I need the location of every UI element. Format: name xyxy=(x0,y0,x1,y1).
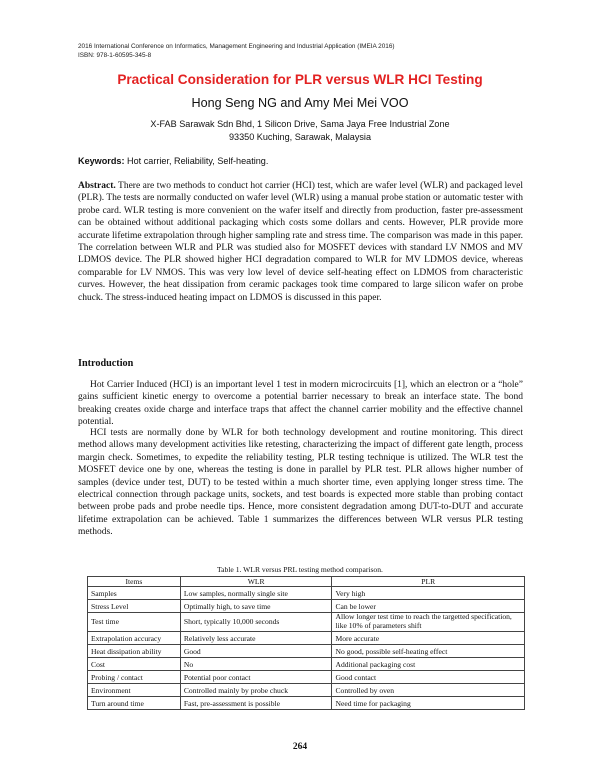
row-wlr: Good xyxy=(180,645,332,658)
table-row xyxy=(88,600,525,613)
table-row xyxy=(88,684,525,697)
affiliation xyxy=(0,118,600,143)
header-wlr: WLR xyxy=(180,577,332,587)
row-plr: Allow longer test time to reach the targetted specification, like 10% of parameters shift xyxy=(332,613,525,632)
conference-header xyxy=(78,43,395,60)
row-wlr: No xyxy=(180,658,332,671)
row-wlr: Low samples, normally single site xyxy=(180,587,332,600)
table-row xyxy=(88,671,525,684)
table-row xyxy=(88,613,525,632)
introduction-heading: Introduction xyxy=(78,358,134,369)
row-wlr: Controlled mainly by probe chuck xyxy=(180,684,332,697)
table-row xyxy=(88,645,525,658)
affiliation-line-2: 93350 Kuching, Sarawak, Malaysia xyxy=(228,131,372,142)
keywords xyxy=(78,156,268,166)
page-number: 264 xyxy=(292,742,308,752)
row-plr: More accurate xyxy=(332,632,525,645)
row-item: Turn around time xyxy=(88,697,181,710)
row-item: Cost xyxy=(88,658,181,671)
introduction-paragraph-2: HCI tests are normally done by WLR for both technology development and routine monitoring. This direct method allows many development activities like retesting, characterizing the impact of different gate length, process margin check. Sometimes, to expedite the reliability testing, PLR testing technique is utilized. The WLR test the MOSFET device one by one, whereas the testing is done in parallel by PLR test. PLR allows higher number of samples (device under test, DUT) to be tested within a much shorter time, even applying longer stress time. The electrical connection through package units, sockets, and test boards is expected more stable than probing contact between probe pads and probe needle tips. Hence, more consistent degradation among DUT-to-DUT and accurate lifetime extrapolation can be achieved. Table 1 summarizes the differences between WLR versus PLR testing methods. xyxy=(78,428,523,538)
row-wlr: Potential poor contact xyxy=(180,671,332,684)
paper-title: Practical Consideration for PLR versus WLR HCI Testing xyxy=(117,72,483,87)
row-item: Heat dissipation ability xyxy=(88,645,181,658)
abstract-label: Abstract. xyxy=(78,181,116,191)
header-items: Items xyxy=(88,577,181,587)
row-item: Extrapolation accuracy xyxy=(88,632,181,645)
keywords-text: Hot carrier, Reliability, Self-heating. xyxy=(127,156,269,166)
row-item: Environment xyxy=(88,684,181,697)
keywords-label: Keywords: xyxy=(78,156,125,166)
comparison-table xyxy=(87,576,525,710)
table-row xyxy=(88,658,525,671)
header-plr: PLR xyxy=(332,577,525,587)
row-plr: Need time for packaging xyxy=(332,697,525,710)
row-plr: Very high xyxy=(332,587,525,600)
row-wlr: Optimally high, to save time xyxy=(180,600,332,613)
abstract-text: There are two methods to conduct hot carrier (HCI) test, which are wafer level (WLR) and packaged level (PLR). The tests are normally conducted on wafer level (WLR) using a manual probe station or automatic tester with probe card. WLR testing is more convenient on the wafer itself and directly from production, faster pre-assessment can be obtained without additional packaging which costs some dollars and cents. However, PLR provide more accurate lifetime extrapolation through higher sampling rate and stress time. The comparison was made in this paper. The correlation between WLR and PLR was studied also for MOSFET devices with standard LV NMOS and MV LDMOS device. The PLR showed higher HCI degradation compared to WLR for MV LDMOS device, whereas comparable for LV NMOS. This was very low level of device self-heating effect on LDMOS from characteristic curves. However, the heat dissipation from ceramic packages took time compared to large silicon wafer on probe chuck. The stress-induced heating impact on LDMOS is discussed in this paper. xyxy=(78,181,523,303)
row-plr: No good, possible self-heating effect xyxy=(332,645,525,658)
row-item: Probing / contact xyxy=(88,671,181,684)
row-plr: Good contact xyxy=(332,671,525,684)
isbn: ISBN: 978-1-60595-345-8 xyxy=(78,51,152,59)
row-item: Samples xyxy=(88,587,181,600)
abstract xyxy=(78,180,523,304)
row-wlr: Relatively less accurate xyxy=(180,632,332,645)
affiliation-line-1: X-FAB Sarawak Sdn Bhd, 1 Silicon Drive, Sama Jaya Free Industrial Zone xyxy=(150,119,450,129)
row-item: Stress Level xyxy=(88,600,181,613)
conference-name: 2016 International Conference on Informatics, Management Engineering and Industrial Application (IMEIA 2016) xyxy=(78,43,395,50)
table-header-row xyxy=(88,577,525,587)
row-wlr: Short, typically 10,000 seconds xyxy=(180,613,332,632)
row-plr: Additional packaging cost xyxy=(332,658,525,671)
table-row xyxy=(88,587,525,600)
paper-authors: Hong Seng NG and Amy Mei Mei VOO xyxy=(191,96,409,110)
introduction-paragraph-1: Hot Carrier Induced (HCI) is an important level 1 test in modern microcircuits [1], which an electron or a “hole” gains sufficient kinetic energy to overcome a potential barrier necessary to break an interface state. The bond breaking creates oxide charge and interface traps that affect the channel carrier mobility and the effective channel potential. xyxy=(78,380,523,428)
row-item: Test time xyxy=(88,613,181,632)
row-plr: Can be lower xyxy=(332,600,525,613)
table-caption: Table 1. WLR versus PRL testing method comparison. xyxy=(217,565,383,574)
table-row xyxy=(88,632,525,645)
table-row xyxy=(88,697,525,710)
row-plr: Controlled by oven xyxy=(332,684,525,697)
row-wlr: Fast, pre-assessment is possible xyxy=(180,697,332,710)
